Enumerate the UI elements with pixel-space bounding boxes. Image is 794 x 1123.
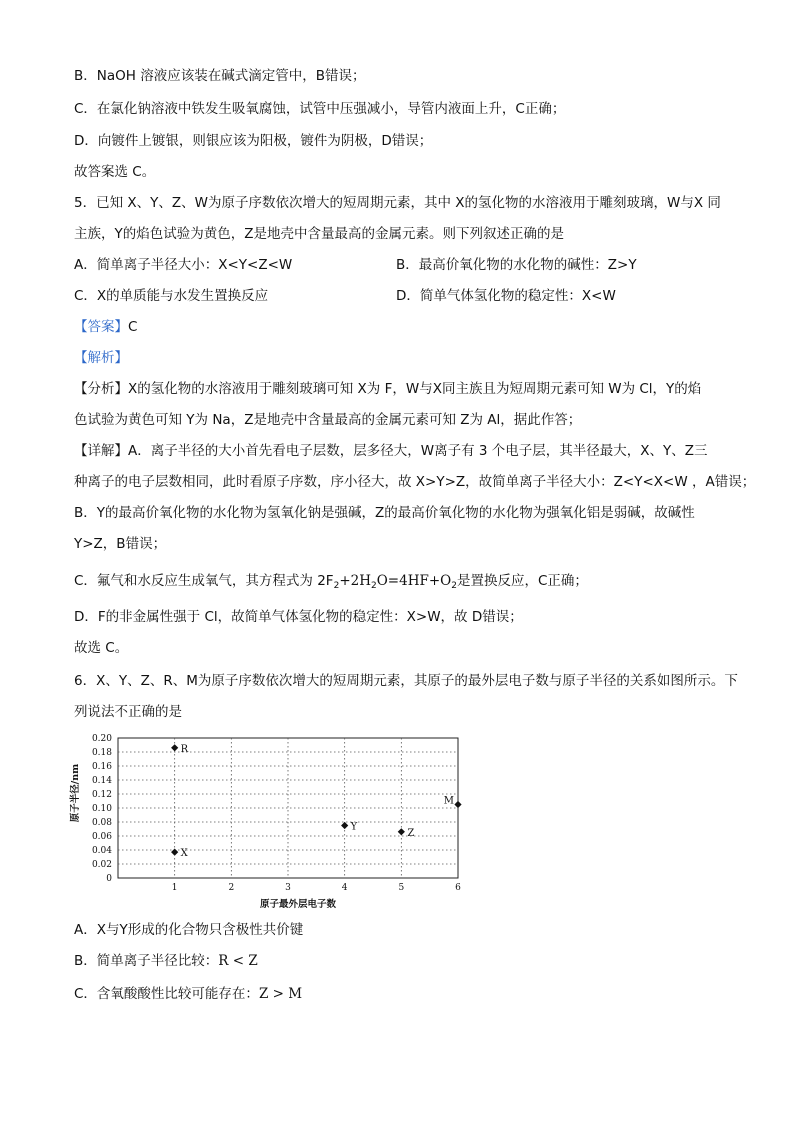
y-tick-label: 0.14 — [91, 776, 112, 786]
subscript: 2 — [371, 581, 377, 591]
q5-fenxi-line-1 — [74, 380, 701, 398]
subscript: 2 — [333, 581, 340, 591]
q6-stem-line-1: 6．X、Y、Z、R、M为原子序数依次增大的短周期元素，其原子的最外层电子数与原子半径的关系如图所示。下 — [74, 673, 738, 689]
q4-option-b-explanation: B．NaOH 溶液应该装在碱式滴定管中，B错误； — [74, 68, 366, 84]
y-tick-label: 0.18 — [91, 748, 112, 758]
equation-part-2: O=4HF+O — [376, 573, 452, 589]
y-tick-label: 0.04 — [91, 846, 112, 856]
data-label-x: X — [180, 848, 188, 860]
fenxi-text-1: X的氢化物的水溶液用于雕刻玻璃可知 X为 F，W与X同主族且为短周期元素可知 W为 Cl，Y的焰 — [128, 381, 702, 397]
q5-stem-line-2: 主族，Y的焰色试验为黄色，Z是地壳中含量最高的金属元素。则下列叙述正确的是 — [74, 226, 564, 242]
equation-suffix: 是置换反应，C正确； — [456, 573, 588, 589]
q6-option-a: A．X与Y形成的化合物只含极性共价键 — [74, 922, 304, 938]
y-tick-label: 0 — [106, 874, 112, 884]
q6-option-b-math: R < Z — [218, 953, 258, 969]
q5-stem-line-1: 5．已知 X、Y、Z、W为原子序数依次增大的短周期元素，其中 X的氢化物的水溶液用于雕刻玻璃，W与X 同 — [74, 195, 721, 211]
answer-tag: 【答案】 — [74, 319, 128, 335]
q6-stem-line-2: 列说法不正确的是 — [74, 704, 182, 720]
data-label-z: Z — [407, 827, 415, 839]
data-point-m — [454, 801, 461, 808]
x-tick-label: 3 — [285, 883, 291, 893]
q5-xiangjie-line-3: B．Y的最高价氧化物的水化物为氢氧化钠是强碱，Z的最高价氧化物的水化物为强氧化铝是弱碱，故碱性 — [74, 505, 695, 521]
equation-prefix: C．氟气和水反应生成氧气，其方程式为 2F — [74, 573, 334, 589]
equation-part-1: +2H — [339, 573, 371, 589]
y-tick-label: 0.16 — [91, 762, 112, 772]
y-tick-label: 0.08 — [91, 818, 112, 828]
data-point-x — [171, 849, 178, 856]
data-point-r — [171, 744, 178, 751]
x-tick-label: 1 — [171, 883, 178, 893]
q5-option-b: B．最高价氧化物的水化物的碱性：Z>Y — [396, 257, 637, 273]
q6-option-c-text: C．含氧酸酸性比较可能存在： — [74, 986, 259, 1002]
y-tick-label: 0.20 — [91, 734, 112, 744]
q4-option-c-explanation: C．在氯化钠溶液中铁发生吸氧腐蚀，试管中压强减小，导管内液面上升，C正确； — [74, 101, 566, 117]
q6-option-c — [74, 985, 302, 1003]
q5-fenxi-line-2: 色试验为黄色可知 Y为 Na，Z是地壳中含量最高的金属元素可知 Z为 Al，据此作答； — [74, 412, 582, 428]
q5-conclusion: 故选 C。 — [74, 640, 129, 656]
q5-option-d: D．简单气体氢化物的稳定性：X<W — [396, 288, 616, 304]
radius-scatter-chart — [66, 728, 476, 913]
q5-option-a: A．简单离子半径大小：X<Y<Z<W — [74, 257, 293, 273]
xiangjie-tag: 【详解】 — [74, 443, 128, 459]
q4-option-d-explanation: D．向镀件上镀银，则银应该为阳极，镀件为阴极，D错误； — [74, 133, 433, 149]
data-point-y — [341, 822, 348, 829]
x-tick-label: 6 — [455, 883, 461, 893]
data-point-z — [398, 828, 405, 835]
answer-value: C — [128, 319, 138, 335]
q5-analysis-heading — [74, 349, 128, 367]
x-tick-label: 5 — [398, 883, 405, 893]
y-tick-label: 0.12 — [91, 790, 112, 800]
x-tick-label: 4 — [341, 883, 348, 893]
xiangjie-text-1: A．离子半径的大小首先看电子层数，层多径大，W离子有 3 个电子层，其半径最大，X、Y、Z三 — [128, 443, 708, 459]
y-axis-label: 原子半径/nm — [70, 763, 81, 823]
y-tick-label: 0.02 — [91, 860, 112, 870]
data-label-r: R — [180, 743, 189, 755]
q5-xiangjie-line-4: Y>Z，B错误； — [74, 536, 167, 552]
y-tick-label: 0.06 — [91, 832, 112, 842]
fenxi-tag: 【分析】 — [74, 381, 128, 397]
q5-answer — [74, 318, 137, 336]
q5-xiangjie-line-5 — [74, 572, 588, 595]
x-tick-label: 2 — [228, 883, 235, 893]
q6-option-b — [74, 952, 258, 970]
q5-xiangjie-line-6: D．F的非金属性强于 Cl，故简单气体氢化物的稳定性：X>W，故 D错误； — [74, 609, 523, 625]
q5-xiangjie-line-2: 种离子的电子层数相同，此时看原子序数，序小径大，故 X>Y>Z，故简单离子半径大小：Z<Y<X<W ，A错误； — [74, 474, 756, 490]
x-axis-label: 原子最外层电子数 — [259, 899, 337, 910]
q5-option-c: C．X的单质能与水发生置换反应 — [74, 288, 269, 304]
q5-xiangjie-line-1 — [74, 442, 708, 460]
q6-option-b-text: B．简单离子半径比较： — [74, 953, 219, 969]
analysis-tag: 【解析】 — [74, 350, 128, 366]
data-label-m: M — [443, 795, 454, 807]
q6-option-c-math: Z > M — [258, 986, 303, 1002]
y-tick-label: 0.10 — [91, 804, 112, 814]
data-label-y: Y — [350, 821, 358, 833]
q4-conclusion: 故答案选 C。 — [74, 164, 156, 180]
subscript: 2 — [451, 581, 457, 591]
